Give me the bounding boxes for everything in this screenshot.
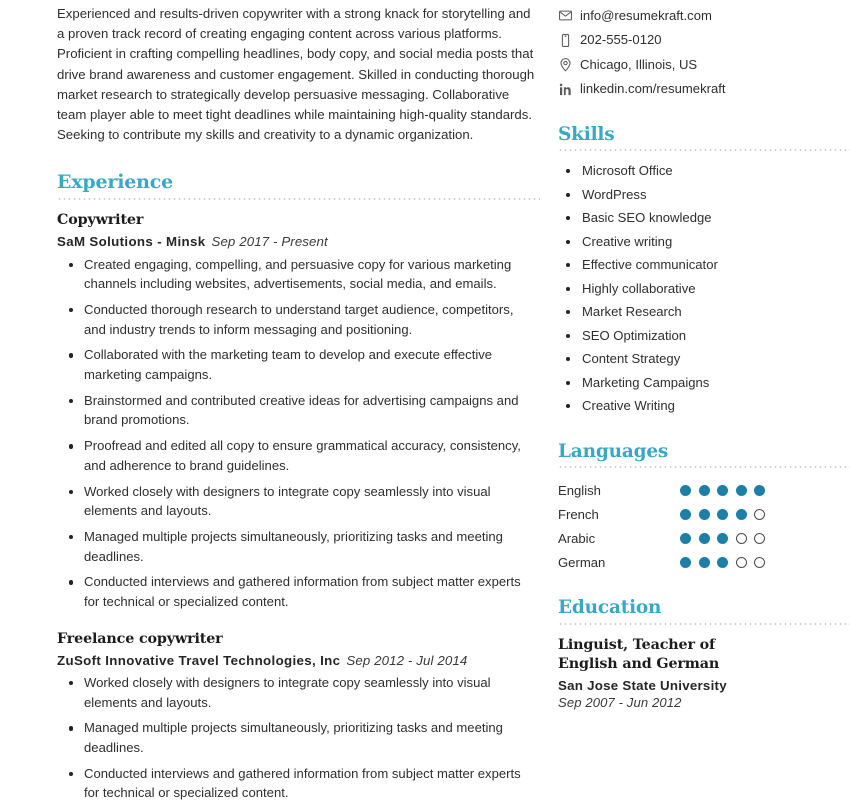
level-dot-filled xyxy=(717,485,728,496)
language-row xyxy=(558,478,850,502)
languages-list xyxy=(558,478,850,574)
language-row xyxy=(558,550,850,574)
languages-heading: Languages xyxy=(558,440,669,462)
language-name: English xyxy=(558,482,601,498)
job-meta xyxy=(57,652,540,669)
bullet-item: Conducted interviews and gathered information from subject matter experts for technical or specialized content. xyxy=(57,764,535,803)
section-divider xyxy=(57,198,540,200)
bullet-item: Worked closely with designers to integrate copy seamlessly into visual elements and layouts. xyxy=(57,482,535,521)
level-dot-empty xyxy=(754,557,765,568)
job-title: Freelance copywriter xyxy=(57,630,223,647)
job-dates: Sep 2012 - Jul 2014 xyxy=(346,652,468,668)
education-degree: Linguist, Teacher of English and German xyxy=(558,636,720,672)
phone-icon xyxy=(558,33,580,48)
section-divider xyxy=(558,466,850,468)
language-name: Arabic xyxy=(558,530,596,546)
bullet-item: Proofread and edited all copy to ensure grammatical accuracy, consistency, and adherence to brand guidelines. xyxy=(57,436,535,475)
level-dot-filled xyxy=(736,485,747,496)
experience-entry xyxy=(57,212,540,611)
bullet-item: Conducted interviews and gathered information from subject matter experts for technical or specialized content. xyxy=(57,572,535,611)
level-dot-filled xyxy=(736,509,747,520)
education-entries xyxy=(558,636,850,710)
level-dot-empty xyxy=(754,509,765,520)
languages-section xyxy=(558,442,850,574)
level-dot-filled xyxy=(699,557,710,568)
education-dates: Sep 2007 - Jun 2012 xyxy=(558,695,682,711)
linkedin-icon xyxy=(558,82,580,97)
contact-value: info@resumekraft.com xyxy=(580,7,712,23)
skill-item: Marketing Campaigns xyxy=(558,371,850,395)
bullet-item: Managed multiple projects simultaneously, prioritizing tasks and meeting deadlines. xyxy=(57,718,535,757)
language-row xyxy=(558,526,850,550)
level-dot-filled xyxy=(680,533,691,544)
skill-item: Creative Writing xyxy=(558,394,850,418)
job-company: ZuSoft Innovative Travel Technologies, Inc xyxy=(57,652,341,668)
level-dot-filled xyxy=(680,509,691,520)
level-dot-empty xyxy=(736,557,747,568)
skills-list xyxy=(558,159,850,418)
skill-item: Highly collaborative xyxy=(558,277,850,301)
education-section xyxy=(558,598,850,710)
experience-heading: Experience xyxy=(57,171,173,194)
contact-value: linkedin.com/resumekraft xyxy=(580,81,726,97)
skill-item: WordPress xyxy=(558,183,850,207)
language-name: French xyxy=(558,506,599,522)
contact-item[interactable] xyxy=(558,78,850,102)
skills-section xyxy=(558,125,850,418)
level-dot-filled xyxy=(680,557,691,568)
level-dot-filled xyxy=(717,557,728,568)
bullet-item: Conducted thorough research to understand target audience, competitors, and industry trends to inform messaging and positioning. xyxy=(57,300,535,339)
skill-item: Content Strategy xyxy=(558,347,850,371)
job-bullets xyxy=(57,255,540,612)
job-company: SaM Solutions - Minsk xyxy=(57,234,206,250)
level-dot-filled xyxy=(680,485,691,496)
language-level-dots xyxy=(680,533,765,544)
experience-entries xyxy=(57,212,540,803)
skill-item: Market Research xyxy=(558,300,850,324)
education-school: San Jose State University xyxy=(558,677,727,693)
level-dot-filled xyxy=(699,485,710,496)
level-dot-filled xyxy=(717,509,728,520)
contact-item[interactable] xyxy=(558,29,850,53)
education-entry xyxy=(558,636,850,710)
language-level-dots xyxy=(680,557,765,568)
bullet-item: Brainstormed and contributed creative ideas for advertising campaigns and brand promotions. xyxy=(57,391,535,430)
job-meta xyxy=(57,233,540,250)
bullet-item: Created engaging, compelling, and persuasive copy for various marketing channels including websites, advertisements, social media, and emails. xyxy=(57,255,535,294)
language-level-dots xyxy=(680,485,765,496)
bullet-item: Worked closely with designers to integrate copy seamlessly into visual elements and layouts. xyxy=(57,673,535,712)
professional-summary: Experienced and results-driven copywriter with a strong knack for storytelling and a proven track record of creating engaging content across various platforms. Proficient in crafting compelling headlines, body copy, and social media posts that drive brand awareness and customer engagement. Skilled in conducting thorough market research to strategically develop persuasive messaging. Collaborative team player able to meet tight deadlines while maintaining high-quality standards. Seeking to contribute my skills and creativity to a dynamic organization. xyxy=(57,6,535,143)
level-dot-filled xyxy=(754,485,765,496)
language-name: German xyxy=(558,554,606,570)
skill-item: Basic SEO knowledge xyxy=(558,206,850,230)
level-dot-empty xyxy=(754,533,765,544)
language-row xyxy=(558,502,850,526)
experience-section xyxy=(57,173,540,803)
skill-item: Microsoft Office xyxy=(558,159,850,183)
job-bullets xyxy=(57,673,540,803)
skill-item: SEO Optimization xyxy=(558,324,850,348)
contact-item[interactable] xyxy=(558,4,850,28)
contact-value: 202-555-0120 xyxy=(580,32,662,48)
location-pin-icon xyxy=(558,57,580,72)
level-dot-filled xyxy=(699,533,710,544)
envelope-icon xyxy=(558,8,580,23)
contact-details xyxy=(558,4,850,101)
level-dot-filled xyxy=(717,533,728,544)
bullet-item: Collaborated with the marketing team to develop and execute effective marketing campaigns. xyxy=(57,345,535,384)
job-title: Copywriter xyxy=(57,212,144,229)
bullet-item: Managed multiple projects simultaneously, prioritizing tasks and meeting deadlines. xyxy=(57,527,535,566)
job-dates: Sep 2017 - Present xyxy=(211,234,328,250)
contact-value: Chicago, Illinois, US xyxy=(580,56,698,72)
contact-item[interactable] xyxy=(558,53,850,77)
section-divider xyxy=(558,149,850,151)
level-dot-empty xyxy=(736,533,747,544)
sidebar-column xyxy=(540,0,850,750)
skills-heading: Skills xyxy=(558,124,615,145)
experience-entry xyxy=(57,631,540,803)
language-level-dots xyxy=(680,509,765,520)
education-heading: Education xyxy=(558,597,662,619)
skill-item: Creative writing xyxy=(558,230,850,254)
section-divider xyxy=(558,623,850,625)
level-dot-filled xyxy=(699,509,710,520)
skill-item: Effective communicator xyxy=(558,253,850,277)
